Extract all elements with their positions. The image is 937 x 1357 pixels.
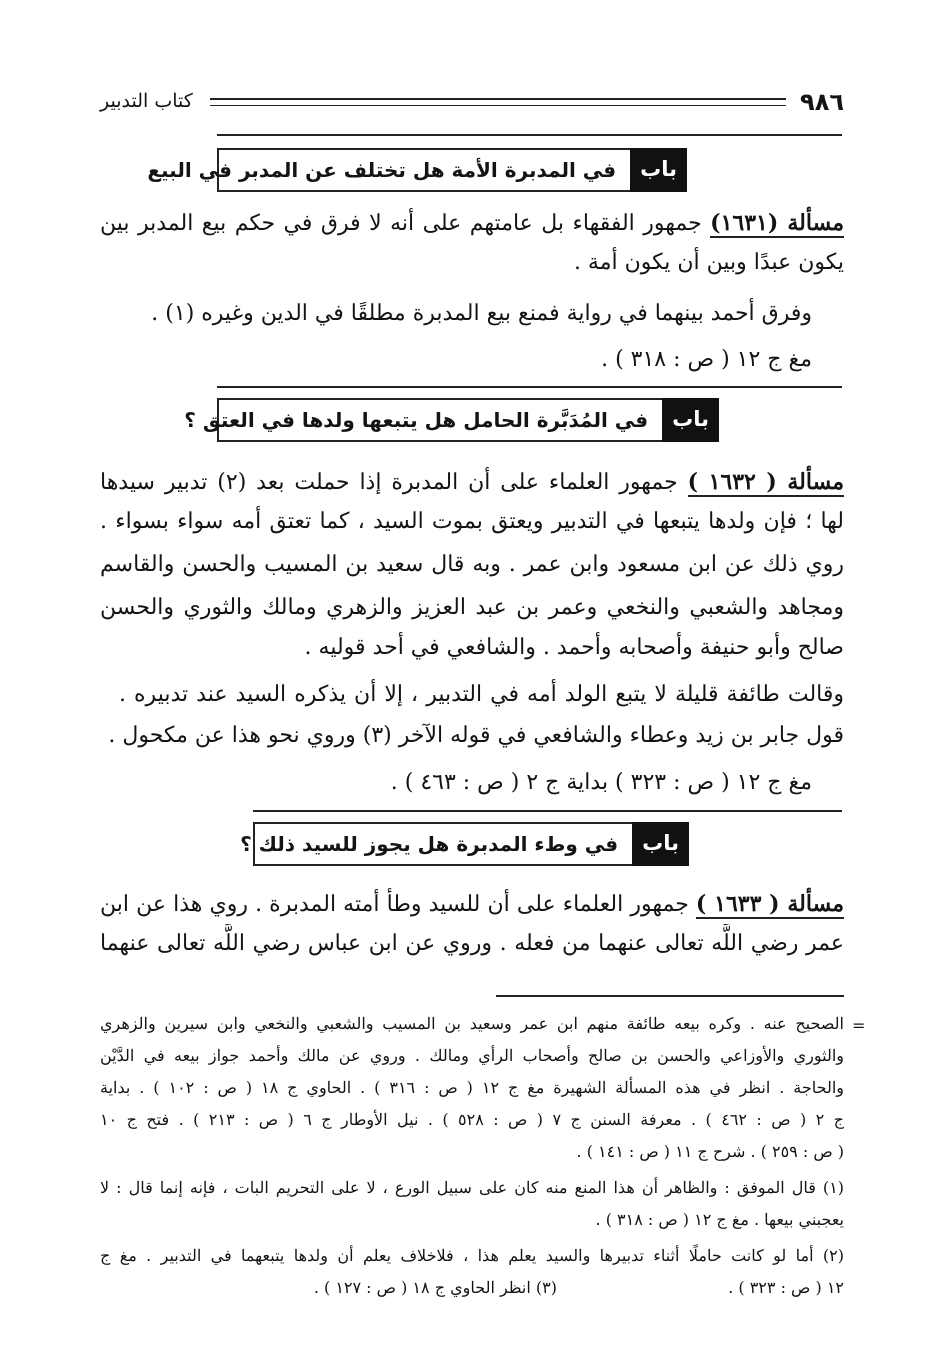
header-rule — [210, 98, 786, 106]
line-text: جمهور الفقهاء بل عامتهم على أنه لا فرق في حكم بيع المدبر بين — [100, 211, 702, 236]
reference-line: مغ ج ١٢ ( ص : ٣١٨ ) . — [601, 347, 812, 372]
chapter-top-rule — [217, 386, 842, 388]
issue-label: مسألة ( ١٦٣٣ ) — [695, 891, 844, 917]
chapter-heading-box — [240, 822, 689, 866]
footnote-line: الصحيح عنه . وكره بيعه طائفة منهم ابن عمر وسعيد بن المسيب والشعبي والنخعي وابن سيرين والزهري — [100, 1014, 844, 1033]
issue-label: مسألة (١٦٣١) — [710, 210, 844, 236]
reference-line: مغ ج ١٢ ( ص : ٣٢٣ ) بداية ج ٢ ( ص : ٤٦٣ ) . — [390, 770, 812, 795]
footnote-line: يعجبني بيعها . مغ ج ١٢ ( ص : ٣١٨ ) . — [595, 1210, 844, 1229]
chapter-heading-box — [147, 148, 687, 192]
line-text: جمهور العلماء على أن للسيد وطأ أمته المدبرة . روي هذا عن ابن — [100, 892, 696, 917]
footnote-line: (٣) انظر الحاوي ج ١٨ ( ص : ١٢٧ ) . — [313, 1278, 557, 1297]
paragraph-line: يكون عبدًا وبين أن يكون أمة . — [573, 250, 844, 275]
chapter-top-rule — [217, 134, 842, 136]
paragraph-line: لها ؛ فإن ولدها يتبعها في التدبير ويعتق بموت السيد ، كما تعتق أمه سواء بسواء . — [100, 509, 844, 534]
chapter-top-rule — [253, 810, 842, 812]
running-title: كتاب التدبير — [100, 90, 193, 112]
paragraph-line — [100, 884, 844, 924]
footnote-line: والثوري والأوزاعي والحسن بن صالح وأصحاب الرأي ومالك . وروي عن مالك وأحمد جواز بيعه في الدَّيْن — [100, 1046, 844, 1065]
footnote-line: والحاجة . انظر في هذه المسألة الشهيرة مغ ج ١٢ ( ص : ٣١٦ ) . الحاوي ج ١٨ ( ص : ١٠٢ ) . بداية — [100, 1078, 844, 1097]
chapter-title: في المُدَبَّرة الحامل هل يتبعها ولدها في العتق ؟ — [184, 408, 649, 432]
footnote-line: ١٢ ( ص : ٣٢٣ ) . — [728, 1278, 844, 1297]
footnote-continuation-mark: = — [852, 1016, 866, 1035]
paragraph-line: ومجاهد والشعبي والنخعي وعمر بن عبد العزيز والزهري ومالك والثوري والحسن — [100, 595, 844, 620]
chapter-badge: باب — [630, 148, 687, 192]
footnote-line: (١) قال الموفق : والظاهر أن هذا المنع منه كان على سبيل الورع ، لا على التحريم البات ، فإنه إنما قال : لا — [100, 1178, 844, 1197]
paragraph-line: قول جابر بن زيد وعطاء والشافعي في قوله الآخر (٣) وروي نحو هذا عن مكحول . — [108, 723, 844, 748]
chapter-badge: باب — [632, 822, 689, 866]
paragraph-line: عمر رضي اللَّه تعالى عنهما من فعله . وروي عن ابن عباس رضي اللَّه تعالى عنهما — [100, 931, 844, 956]
paragraph-line — [100, 203, 844, 243]
footnote-separator — [496, 995, 844, 997]
paragraph-line: وفرق أحمد بينهما في رواية فمنع بيع المدبرة مطلقًا في الدين وغيره (١) . — [151, 301, 812, 326]
line-text: جمهور العلماء على أن المدبرة إذا حملت بعد (٢) تدبير سيدها — [100, 470, 688, 495]
chapter-heading-box — [184, 398, 719, 442]
footnote-line: ج ٢ ( ص : ٤٦٢ ) . معرفة السنن ج ٧ ( ص : ٥٢٨ ) . نيل الأوطار ج ٦ ( ص : ٢١٣ ) . فتح ج ١٠ — [100, 1110, 844, 1129]
paragraph-line — [100, 462, 844, 502]
issue-label: مسألة ( ١٦٣٢ ) — [687, 469, 844, 495]
page-number: ٩٨٦ — [800, 88, 844, 116]
chapter-title: في وطء المدبرة هل يجوز للسيد ذلك ؟ — [240, 832, 619, 856]
chapter-title: في المدبرة الأمة هل تختلف عن المدبر في البيع — [147, 158, 617, 182]
paragraph-line: روي ذلك عن ابن مسعود وابن عمر . وبه قال سعيد بن المسيب والحسن والقاسم — [100, 552, 844, 577]
paragraph-line: صالح وأبو حنيفة وأصحابه وأحمد . والشافعي في أحد قوليه . — [304, 635, 844, 660]
footnote-line: (٢) أما لو كانت حاملًا أثناء تدبيرها والسيد يعلم هذا ، فلاخلاف يعلم أن ولدها يتبعهما في التدبير . مغ ج — [100, 1246, 844, 1265]
paragraph-line: وقالت طائفة قليلة لا يتبع الولد أمه في التدبير ، إلا أن يذكره السيد عند تدبيره . — [119, 682, 844, 707]
footnote-line: ( ص : ٢٥٩ ) . شرح ج ١١ ( ص : ١٤١ ) . — [576, 1142, 844, 1161]
chapter-badge: باب — [662, 398, 719, 442]
page-header — [100, 86, 844, 122]
